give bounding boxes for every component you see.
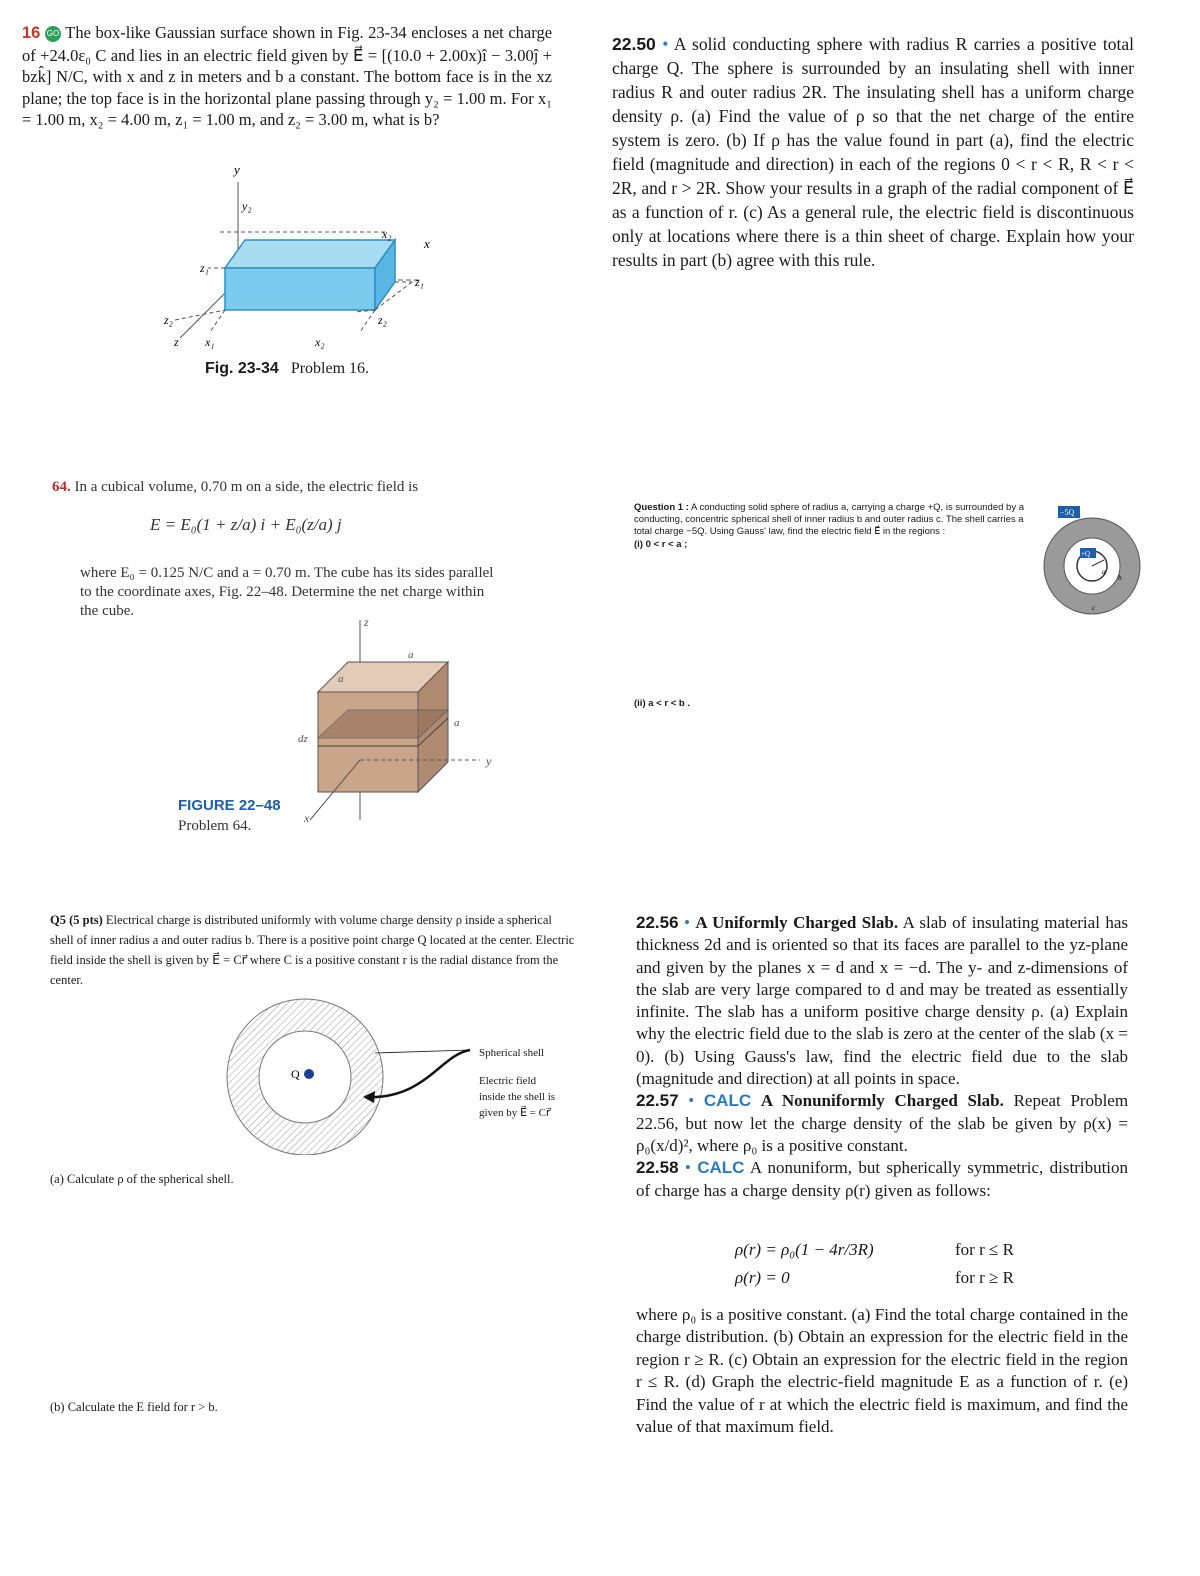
axis-x-label: x	[304, 811, 310, 825]
problem-number-22-58: 22.58	[636, 1158, 679, 1178]
problem-text-continued: where E₀ = 0.125 N/C and a = 0.70 m. The cube has its sides parallel to the coordinate axes, Fig. 22–48. Determine the net charge within the cube.	[80, 565, 494, 619]
point-charge-dot	[304, 1069, 314, 1079]
question-title: Question 1 :	[634, 502, 689, 513]
axis-z-label: z	[364, 615, 369, 629]
radius-c-label: c	[1092, 604, 1096, 612]
problem-text-22-56: A slab of insulating material has thickness 2d and is oriented so that its faces are parallel to the yz-plane and given by the planes x = d and x = −d. The y- and z-dimensions of the slab are very large compared to d and may be treated as essentially infinite. The slab has a uniform positive charge density ρ. (a) Explain why the electric field due to the slab is zero at the center of the slab (x = 0). (b) Using Gauss's law, find the electric field due to the slab (magnitude and direction) at all points in space.	[636, 913, 1129, 1089]
z1-label-left: z₁	[200, 261, 209, 275]
fig-23-34-caption	[205, 360, 369, 378]
cond-rho-2: for r ≥ R	[955, 1268, 1014, 1287]
question-1	[634, 502, 1026, 551]
problem-number: 16	[22, 24, 41, 42]
problem-16	[22, 22, 552, 131]
axis-z-label: z	[174, 335, 179, 349]
edge-a-label-2: a	[408, 649, 414, 661]
go-badge-icon: GO	[45, 26, 61, 42]
problem-title-22-56: A Uniformly Charged Slab.	[695, 913, 899, 932]
figure-number: Fig. 23-34	[205, 360, 279, 377]
point-charge-label: Q	[291, 1067, 300, 1081]
problem-number-22-57: 22.57	[636, 1091, 679, 1111]
problem-text-22-57: Repeat Problem 22.56, but now let the charge density of the slab be given by ρ(x) = ρ₀(x/d)², where ρ₀ is a positive constant.	[636, 1091, 1129, 1155]
radius-a-label: a	[1102, 568, 1106, 576]
box-front-face	[225, 268, 375, 310]
cube-front	[318, 692, 418, 792]
legend-spherical-shell: Spherical shell	[479, 1047, 545, 1059]
problems-22-56-to-22-58: 22.56 • A Uniformly Charged Slab. A slab of insulating material has thickness 2d and is oriented so that its faces are parallel to the yz-plane and given by the planes x = d and x = −d. The y- and z-dimensions of the slab are very large compared to d and may be treated as essentially infinite. The slab has a uniform positive charge density ρ. (a) Explain why the electric field due to the slab is zero at the center of the slab (x = 0). (b) Using Gauss's law, find the electric field due to the slab (magnitude and direction) at all points in space. 22.57 • CALC A Nonuniformly Charged Slab. Repeat Problem 22.56, but now let the charge density of the slab be given by ρ(x) = ρ₀(x/d)², where ρ₀ is a positive constant. 22.58 • CALC A nonuniform, but spherically symmetric, distribution of charge has a charge density ρ(r) given as follows:	[636, 913, 1129, 1200]
figure-label: Problem 64.	[178, 818, 252, 834]
z1-label-right: z₁	[415, 275, 424, 289]
problem-number-22-56: 22.56	[636, 913, 679, 932]
dz-label: dz	[298, 733, 308, 745]
x2-label-bottom: x₂	[315, 335, 325, 349]
legend-electric-field: Electric field inside the shell is given by E⃗ = Cr⃗	[479, 1075, 556, 1119]
q5-text: Electrical charge is distributed uniformly with volume charge density ρ inside a spherical shell of inner radius a and outer radius b. There is a positive point charge Q located at the center. Electric field inside the shell is given by E⃗ = Cr⃗ where C is a positive constant r is the radial distance from the center.	[50, 913, 575, 987]
problem-text: The box-like Gaussian surface shown in Fig. 23-34 encloses a net charge of +24.0ε₀ C and lies in an electric field given by E⃗ = [(10.0 + 2.00x)î − 3.00ĵ + bzk̂] N/C, with x and z in meters and b a constant. The bottom face is in the xz plane; the top face is in the horizontal plane passing through y₂ = 1.00 m. For x₁ = 1.00 m, x₂ = 4.00 m, z₁ = 1.00 m, and z₂ = 3.00 m, what is b?	[22, 23, 553, 129]
cond-rho-1: for r ≤ R	[955, 1240, 1014, 1259]
edge-a-label-3: a	[454, 717, 460, 729]
q5-part-b: (b) Calculate the E field for r > b.	[50, 1400, 218, 1414]
problem-number: 22.50	[612, 34, 656, 54]
problem-number: 64.	[52, 479, 71, 495]
z2-label-right: z₂	[378, 313, 387, 327]
bullet: •	[662, 34, 669, 54]
radius-b-label: b	[1118, 574, 1122, 582]
problem-title-22-57: A Nonuniformly Charged Slab.	[760, 1091, 1004, 1111]
q5-title: Q5 (5 pts)	[50, 913, 103, 927]
problem-64-equation: E = E₀(1 + z/a) i + E₀(z/a) j	[150, 515, 342, 534]
problem-text-22-58-continued: where ρ₀ is a positive constant. (a) Find the total charge contained in the charge distribution. (b) Obtain an expression for the electric field in the region r ≥ R. (c) Obtain an expression for the electric field in the region r ≤ R. (d) Graph the electric-field magnitude E as a function of r. (e) Find the value of r at which the electric field is maximum, and find the value of that maximum field.	[636, 1305, 1128, 1437]
y2-label: y₂	[242, 199, 252, 213]
part-i: (i) 0 < r < a ;	[634, 539, 688, 550]
figure-22-48-diagram	[290, 610, 510, 830]
calc-tag: CALC	[697, 1158, 745, 1178]
axis-x-label: x	[424, 236, 430, 251]
figure-label: Problem 16.	[290, 360, 370, 377]
eq-rho-2: ρ(r) = 0	[735, 1268, 790, 1287]
problem-text-22-58: A nonuniform, but spherically symmetric, distribution of charge has a charge density ρ(r) given as follows:	[636, 1158, 1129, 1200]
fig-23-34-diagram	[150, 160, 450, 355]
axis-y-label: y	[486, 754, 492, 768]
problem-22-50	[612, 32, 1134, 272]
problem-64	[52, 478, 502, 497]
x1-label: x₁	[205, 335, 215, 349]
x2-label-top: x₂	[382, 227, 392, 241]
q5-problem	[50, 910, 575, 990]
inner-charge-label: +Q	[1081, 550, 1091, 558]
z2-label-left: z₂	[164, 313, 173, 327]
axis-y-label: y	[234, 162, 240, 177]
q5-part-a: (a) Calculate ρ of the spherical shell.	[50, 1172, 234, 1186]
problem-text: A solid conducting sphere with radius R carries a positive total charge Q. The sphere is surrounded by an insulating shell with inner radius R and outer radius 2R. The insulating shell has a uniform charge density ρ. (a) Find the value of ρ so that the net charge of the entire system is zero. (b) If ρ has the value found in part (a), find the electric field (magnitude and direction) in each of the regions 0 < r < R, R < r < 2R, and r > 2R. Show your results in a graph of the radial component of E⃗ as a function of r. (c) As a general rule, the electric field is discontinuous only at locations where there is a thin sheet of charge. Explain how your results in part (b) agree with this rule.	[612, 34, 1135, 270]
eq-rho-1: ρ(r) = ρ₀(1 − 4r/3R)	[735, 1240, 874, 1259]
figure-number: FIGURE 22–48	[178, 797, 281, 814]
figure-22-48-caption	[178, 796, 281, 836]
problem-text: In a cubical volume, 0.70 m on a side, the electric field is	[74, 479, 419, 495]
outer-shell-charge-label: −5Q	[1060, 508, 1075, 517]
question-1-sphere-diagram	[1036, 504, 1148, 616]
question-text: A conducting solid sphere of radius a, carrying a charge +Q, is surrounded by a conducting, concentric spherical shell of inner radius b and outer radius c. The shell carries a total charge −5Q. Using Gauss' law, find the electric field E⃗ in the regions :	[634, 502, 1024, 537]
problem-22-58-text2	[636, 1304, 1128, 1438]
calc-tag: CALC	[703, 1091, 752, 1111]
question-1-part-ii: (ii) a < r < b .	[634, 698, 690, 709]
box-top-face	[225, 240, 395, 268]
edge-a-label-1: a	[338, 673, 344, 685]
